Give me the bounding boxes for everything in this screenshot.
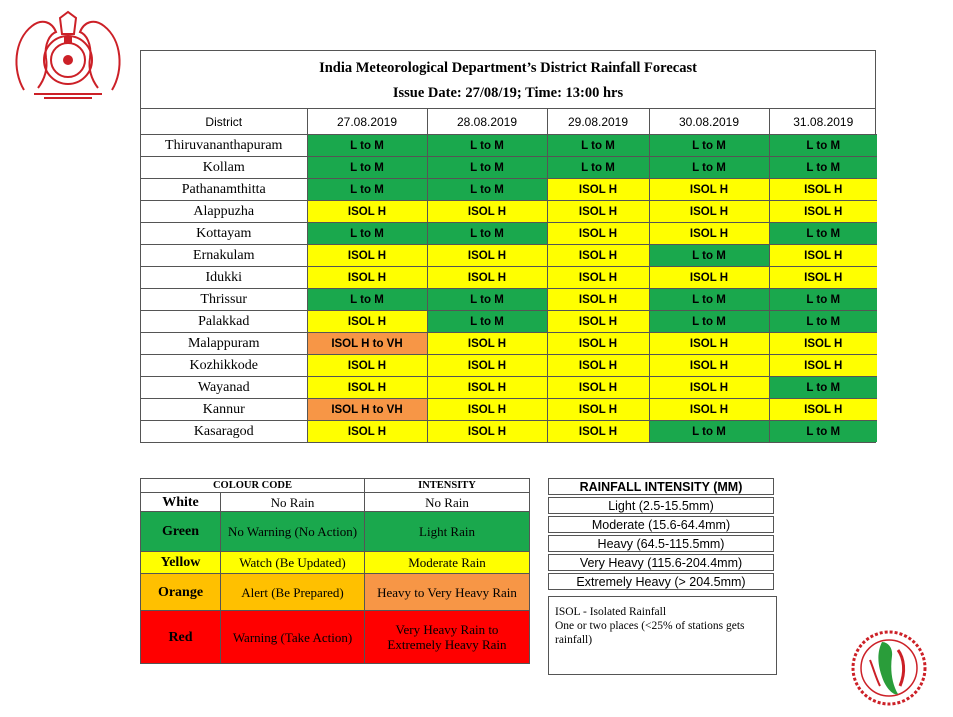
forecast-cell: ISOL H [307,311,427,333]
forecast-cell: L to M [547,157,649,179]
colour-name: Red [141,611,221,664]
date-column-header: 28.08.2019 [427,109,547,135]
colour-code-row [141,493,530,512]
colour-code-row [141,574,530,611]
colour-name: White [141,493,221,512]
colour-meaning: Watch (Be Updated) [221,552,365,574]
district-name: Kollam [141,157,307,179]
forecast-cell: L to M [649,289,769,311]
forecast-cell: ISOL H [769,399,877,421]
forecast-cell: L to M [427,179,547,201]
forecast-cell: ISOL H [547,245,649,267]
district-row [141,201,877,223]
forecast-cell: ISOL H [649,179,769,201]
date-column-header: 31.08.2019 [769,109,877,135]
district-name: Pathanamthitta [141,179,307,201]
forecast-cell: ISOL H [769,201,877,223]
forecast-cell: L to M [769,311,877,333]
disaster-management-logo [846,628,932,708]
forecast-cell: L to M [307,157,427,179]
forecast-title: India Meteorological Department’s District Rainfall Forecast [319,60,697,76]
forecast-cell: L to M [427,157,547,179]
forecast-cell: ISOL H [547,355,649,377]
colour-intensity: No Rain [365,493,530,512]
forecast-cell: ISOL H [547,421,649,443]
colour-meaning: No Warning (No Action) [221,512,365,552]
rainfall-intensity-title: RAINFALL INTENSITY (MM) [548,478,774,495]
forecast-cell: L to M [769,421,877,443]
forecast-header [141,51,875,109]
forecast-cell: ISOL H [427,421,547,443]
colour-intensity: Heavy to Very Heavy Rain [365,574,530,611]
forecast-cell: ISOL H [547,377,649,399]
forecast-cell: ISOL H [427,201,547,223]
colour-name: Green [141,512,221,552]
forecast-cell: ISOL H to VH [307,333,427,355]
forecast-cell: L to M [649,245,769,267]
forecast-cell: L to M [427,289,547,311]
colour-name: Yellow [141,552,221,574]
district-name: Palakkad [141,311,307,333]
kerala-emblem-logo [4,10,132,102]
colour-intensity: Light Rain [365,512,530,552]
colour-code-header: COLOUR CODE [141,479,365,493]
date-column-header: 29.08.2019 [547,109,649,135]
intensity-header: INTENSITY [365,479,530,493]
rainfall-intensity-legend [548,478,774,592]
forecast-cell: ISOL H [427,333,547,355]
district-name: Kasaragod [141,421,307,443]
district-name: Ernakulam [141,245,307,267]
forecast-cell: ISOL H [307,355,427,377]
district-row [141,421,877,443]
forecast-cell: ISOL H [427,267,547,289]
district-name: Kozhikkode [141,355,307,377]
forecast-cell: L to M [427,223,547,245]
forecast-cell: ISOL H [649,267,769,289]
isol-note [548,596,777,675]
district-row [141,377,877,399]
forecast-cell: L to M [769,135,877,157]
forecast-cell: ISOL H [307,267,427,289]
colour-code-row [141,512,530,552]
forecast-cell: ISOL H to VH [307,399,427,421]
colour-name: Orange [141,574,221,611]
forecast-cell: ISOL H [547,289,649,311]
forecast-cell: ISOL H [649,377,769,399]
district-name: Thrissur [141,289,307,311]
forecast-cell: ISOL H [649,201,769,223]
district-name: Thiruvananthapuram [141,135,307,157]
forecast-cell: ISOL H [769,333,877,355]
district-row [141,223,877,245]
forecast-cell: L to M [769,289,877,311]
forecast-cell: ISOL H [769,355,877,377]
forecast-cell: ISOL H [769,267,877,289]
forecast-cell: L to M [307,179,427,201]
forecast-cell: ISOL H [427,399,547,421]
rainfall-intensity-item: Light (2.5-15.5mm) [548,497,774,514]
forecast-cell: L to M [427,311,547,333]
isol-description: One or two places (<25% of stations gets rainfall) [555,620,745,646]
colour-meaning: Alert (Be Prepared) [221,574,365,611]
district-name: Idukki [141,267,307,289]
date-column-header: 30.08.2019 [649,109,769,135]
district-rainfall-forecast [140,50,876,443]
colour-code-row [141,552,530,574]
forecast-cell: ISOL H [547,179,649,201]
colour-meaning: Warning (Take Action) [221,611,365,664]
forecast-cell: L to M [649,311,769,333]
district-name: Wayanad [141,377,307,399]
forecast-cell: ISOL H [547,223,649,245]
forecast-cell: ISOL H [769,179,877,201]
rainfall-intensity-item: Extremely Heavy (> 204.5mm) [548,573,774,590]
forecast-cell: L to M [649,421,769,443]
district-row [141,333,877,355]
forecast-cell: ISOL H [307,201,427,223]
issue-date: Issue Date: 27/08/19; Time: 13:00 hrs [392,85,624,101]
colour-meaning: No Rain [221,493,365,512]
district-row [141,311,877,333]
forecast-cell: ISOL H [307,377,427,399]
district-row [141,267,877,289]
forecast-cell: L to M [769,157,877,179]
colour-intensity: Very Heavy Rain to Extremely Heavy Rain [365,611,530,664]
forecast-cell: ISOL H [649,333,769,355]
forecast-cell: ISOL H [307,245,427,267]
forecast-cell: ISOL H [649,355,769,377]
rainfall-intensity-item: Very Heavy (115.6-204.4mm) [548,554,774,571]
forecast-cell: L to M [649,135,769,157]
forecast-cell: ISOL H [547,201,649,223]
forecast-cell: ISOL H [649,399,769,421]
forecast-table [141,109,877,442]
district-name: Alappuzha [141,201,307,223]
forecast-cell: L to M [307,289,427,311]
forecast-cell: ISOL H [307,421,427,443]
forecast-cell: L to M [769,223,877,245]
forecast-cell: ISOL H [769,245,877,267]
district-row [141,355,877,377]
forecast-cell: ISOL H [649,223,769,245]
forecast-cell: L to M [769,377,877,399]
district-name: Malappuram [141,333,307,355]
forecast-cell: ISOL H [547,267,649,289]
forecast-cell: L to M [427,135,547,157]
forecast-cell: ISOL H [547,399,649,421]
forecast-cell: ISOL H [427,377,547,399]
district-row [141,157,877,179]
forecast-cell: L to M [547,135,649,157]
district-column-header: District [141,109,307,135]
date-column-header: 27.08.2019 [307,109,427,135]
colour-code-table [140,478,530,664]
forecast-cell: ISOL H [547,311,649,333]
forecast-cell: ISOL H [427,355,547,377]
forecast-cell: L to M [307,223,427,245]
rainfall-intensity-item: Heavy (64.5-115.5mm) [548,535,774,552]
colour-intensity: Moderate Rain [365,552,530,574]
rainfall-intensity-item: Moderate (15.6-64.4mm) [548,516,774,533]
district-name: Kannur [141,399,307,421]
district-row [141,179,877,201]
district-row [141,135,877,157]
forecast-cell: L to M [649,157,769,179]
forecast-cell: L to M [307,135,427,157]
forecast-cell: ISOL H [547,333,649,355]
isol-definition: ISOL - Isolated Rainfall [555,606,667,618]
colour-code-row [141,611,530,664]
forecast-cell: ISOL H [427,245,547,267]
district-row [141,399,877,421]
district-name: Kottayam [141,223,307,245]
district-row [141,245,877,267]
district-row [141,289,877,311]
